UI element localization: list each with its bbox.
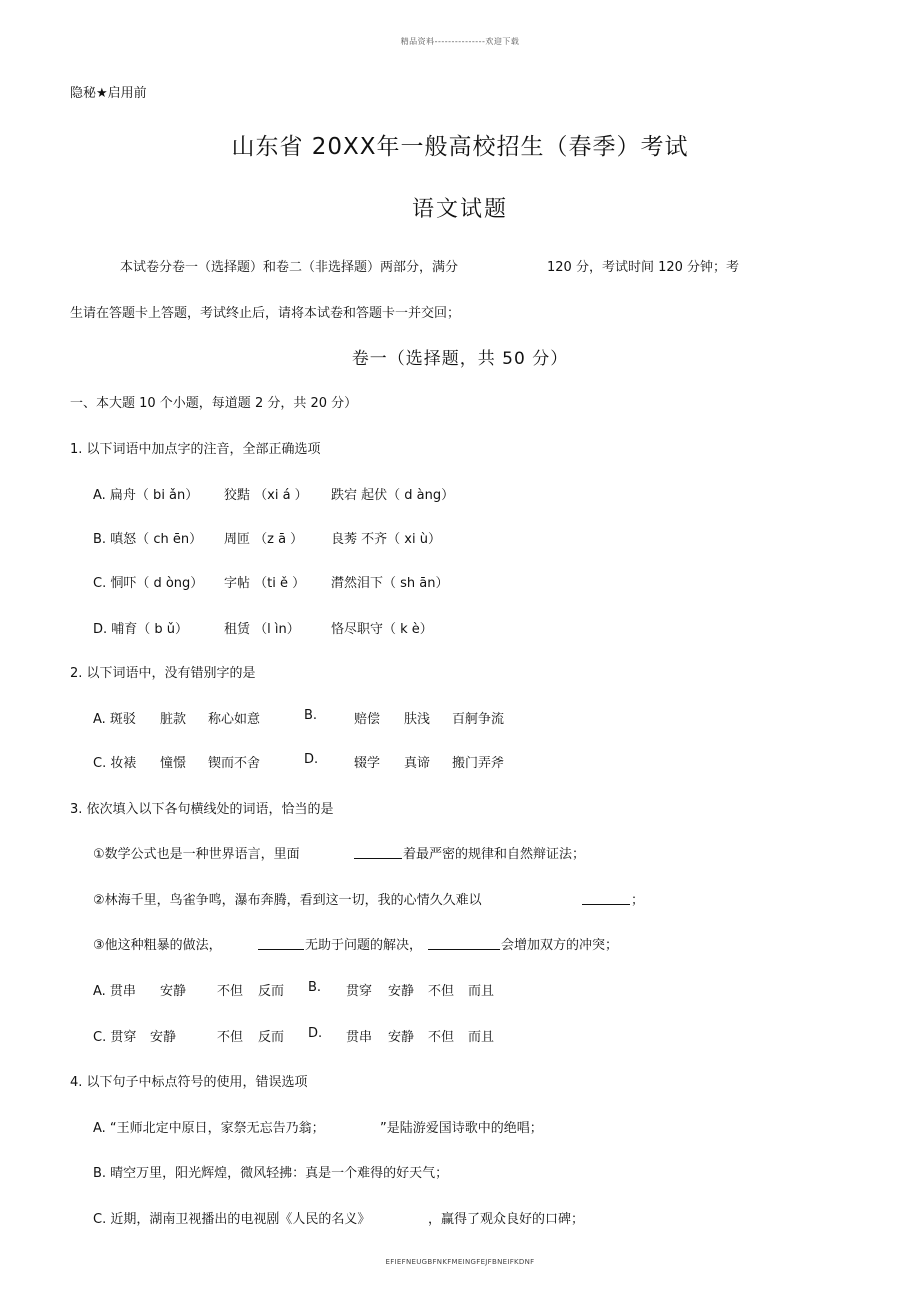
q2-row1-b3: 百舸争流 [452, 712, 505, 727]
page-footer: EFIEFNEUGBFNKFMEINGFEJFBNEIFKDNF [385, 1258, 535, 1266]
q4-option-a-part2: ”是陆游爱国诗歌中的绝唱； [380, 1121, 543, 1136]
q3-row1-a2: 安静 [160, 984, 187, 999]
page-header: 精品资料---------------欢迎下载 [400, 37, 520, 46]
q1-option-b-1: B. 嗔怒（ ch ēn） [93, 532, 203, 547]
q1-option-d-2: 租赁 （l ìn） [224, 622, 300, 637]
q3-row2-d1: 贯串 [346, 1030, 373, 1045]
intro-line-1a: 本试卷分卷一（选择题）和卷二（非选择题）两部分，满分 [120, 260, 459, 275]
q3-row1-a3: 不但 [217, 984, 244, 999]
q2-row2-d: D. [304, 752, 319, 767]
q3-sentence2-b: ； [631, 893, 645, 908]
q2-row1-a3: 称心如意 [208, 712, 261, 727]
q4-option-b: B. 晴空万里，阳光辉煌，微风轻拂：真是一个难得的好天气； [93, 1166, 449, 1181]
q2-row1-b2: 肤浅 [404, 712, 431, 727]
q2-row2-c2: 憧憬 [160, 756, 187, 771]
q1-option-a-1: A. 扁舟（ bi ǎn） [93, 488, 199, 503]
q3-sentence2-a: ②林海千里，鸟雀争鸣，瀑布奔腾，看到这一切，我的心情久久难以 [93, 893, 482, 908]
exam-title: 山东省 20XX年一般高校招生（春季）考试 [231, 134, 689, 160]
q3-row1-b2: 安静 [388, 984, 415, 999]
q2-row2-c: C. 妆裱 [93, 756, 137, 771]
intro-line-2: 生请在答题卡上答题，考试终止后，请将本试卷和答题卡一并交回； [70, 306, 461, 321]
q3-row2-c2: 安静 [150, 1030, 177, 1045]
q3-row1-b4: 而且 [468, 984, 495, 999]
q3-sentence1-b: 着最严密的规律和自然辩证法； [403, 847, 586, 862]
q3-sentence3-a: ③他这种粗暴的做法， [93, 938, 222, 953]
q2-row2-c3: 锲而不舍 [208, 756, 261, 771]
q4-stem: 4. 以下句子中标点符号的使用，错误选项 [70, 1075, 308, 1090]
q2-row1-a: A. 斑驳 [93, 712, 136, 727]
q1-option-b-3: 良莠 不齐（ xi ù） [331, 532, 441, 547]
q1-option-a-3: 跌宕 起伏（ d àng） [331, 488, 455, 503]
q3-row1-b: B. [308, 980, 322, 995]
q3-row1-a4: 反而 [258, 984, 285, 999]
q2-row2-d3: 搬门弄斧 [452, 756, 505, 771]
q2-row1-b1: 赔偿 [354, 712, 381, 727]
q2-row1-a2: 脏款 [160, 712, 187, 727]
q3-row2-d3: 不但 [428, 1030, 455, 1045]
q3-row2-c3: 不但 [217, 1030, 244, 1045]
q1-option-b-2: 周匝 （z ā ） [224, 532, 304, 547]
q3-row1-b1: 贯穿 [346, 984, 373, 999]
part-heading: 一、本大题 10 个小题，每道题 2 分，共 20 分） [70, 396, 358, 411]
q1-option-a-2: 狡黠 （xi á ） [224, 488, 308, 503]
q3-blank-2 [582, 892, 630, 905]
q1-option-d-1: D. 哺育（ b ǔ） [93, 622, 189, 637]
q4-option-a-part1: A. “王师北定中原日，家祭无忘告乃翁； [93, 1121, 325, 1136]
q3-blank-3 [258, 937, 304, 950]
q2-row2-d1: 辍学 [354, 756, 381, 771]
q2-row2-d2: 真谛 [404, 756, 431, 771]
exam-subtitle: 语文试题 [411, 197, 508, 222]
q3-sentence1-a: ①数学公式也是一种世界语言，里面 [93, 847, 300, 862]
q4-option-c-part2: ，赢得了观众良好的口碑； [428, 1212, 585, 1227]
q1-option-c-1: C. 恫吓（ d òng） [93, 576, 204, 591]
intro-line-1b: 120 分，考试时间 120 分钟；考 [547, 260, 740, 275]
q3-row2-c: C. 贯穿 [93, 1030, 137, 1045]
q3-row2-d: D. [308, 1026, 323, 1041]
q3-row2-c4: 反而 [258, 1030, 285, 1045]
q1-option-c-3: 潸然泪下（ sh ān） [331, 576, 449, 591]
q3-row2-d2: 安静 [388, 1030, 415, 1045]
q3-sentence3-b: 无助于问题的解决， [305, 938, 423, 953]
q3-row1-b3: 不但 [428, 984, 455, 999]
section-heading: 卷一（选择题，共 50 分） [351, 349, 569, 369]
q3-sentence3-c: 会增加双方的冲突； [501, 938, 619, 953]
q4-option-c-part1: C. 近期，湖南卫视播出的电视剧《人民的名义》 [93, 1212, 371, 1227]
q3-blank-4 [428, 937, 500, 950]
q3-row1-a: A. 贯串 [93, 984, 136, 999]
q1-option-c-2: 字帖 （ti ě ） [224, 576, 306, 591]
q2-row1-b: B. [304, 708, 318, 723]
q3-stem: 3. 依次填入以下各句横线处的词语，恰当的是 [70, 802, 334, 817]
q3-row2-d4: 而且 [468, 1030, 495, 1045]
q1-stem: 1. 以下词语中加点字的注音，全部正确选项 [70, 442, 321, 457]
q3-blank-1 [354, 846, 402, 859]
q1-option-d-3: 恪尽职守（ k è） [331, 622, 433, 637]
confidential-label: 隐秘★启用前 [70, 86, 147, 101]
q2-stem: 2. 以下词语中，没有错别字的是 [70, 666, 256, 681]
